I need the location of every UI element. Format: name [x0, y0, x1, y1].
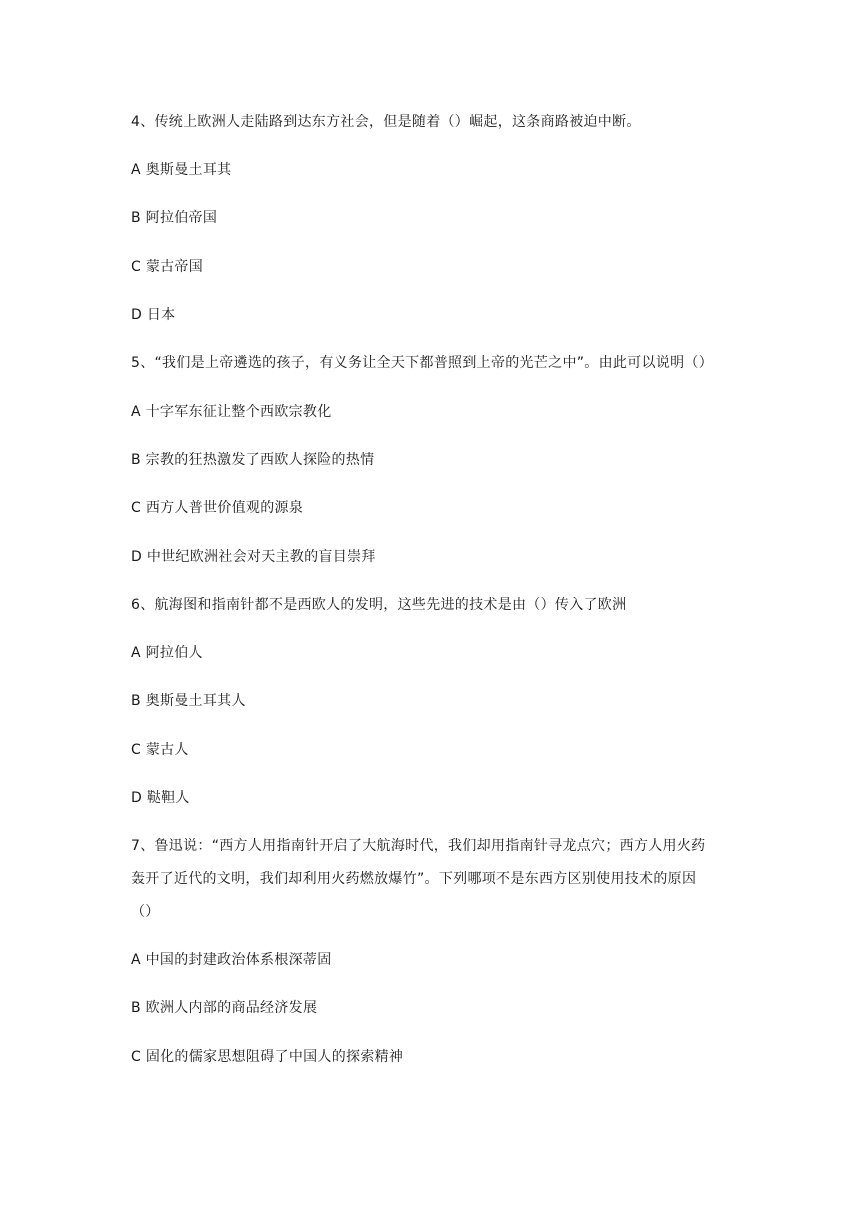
question-5-option-c: C 西方人普世价值观的源泉 [131, 500, 304, 516]
question-5-option-d: D 中世纪欧洲社会对天主教的盲目崇拜 [131, 549, 376, 565]
question-7-option-b: B 欧洲人内部的商品经济发展 [131, 1000, 318, 1016]
question-6-stem: 6、航海图和指南针都不是西欧人的发明，这些先进的技术是由（）传入了欧洲 [131, 597, 627, 613]
question-5-option-b: B 宗教的狂热激发了西欧人探险的热情 [131, 452, 375, 468]
question-5-stem: 5、“我们是上帝遴选的孩子，有义务让全天下都普照到上帝的光芒之中”。由此可以说明（） [131, 355, 714, 371]
question-4-stem: 4、传统上欧洲人走陆路到达东方社会，但是随着（）崛起，这条商路被迫中断。 [131, 114, 641, 130]
question-7-option-a: A 中国的封建政治体系根深蒂固 [131, 952, 332, 968]
question-4-option-c: C 蒙古帝国 [131, 259, 204, 275]
question-6-option-d: D 鞑靼人 [131, 790, 190, 806]
question-4-option-b: B 阿拉伯帝国 [131, 210, 218, 226]
question-4-option-a: A 奥斯曼土耳其 [131, 162, 232, 178]
question-5-option-a: A 十字军东征让整个西欧宗教化 [131, 404, 332, 420]
question-7-stem-line-1: 7、鲁迅说：“西方人用指南针开启了大航海时代，我们却用指南针寻龙点穴；西方人用火药 [131, 838, 706, 854]
question-6-option-c: C 蒙古人 [131, 742, 189, 758]
question-4-option-d: D 日本 [131, 307, 176, 323]
question-7-option-c: C 固化的儒家思想阻碍了中国人的探索精神 [131, 1049, 404, 1065]
question-6-option-b: B 奥斯曼土耳其人 [131, 693, 246, 709]
question-7-stem-line-3: （） [131, 904, 160, 920]
question-7-stem-line-2: 轰开了近代的文明，我们却利用火药燃放爆竹”。下列哪项不是东西方区别使用技术的原因 [131, 871, 697, 887]
question-6-option-a: A 阿拉伯人 [131, 645, 203, 661]
